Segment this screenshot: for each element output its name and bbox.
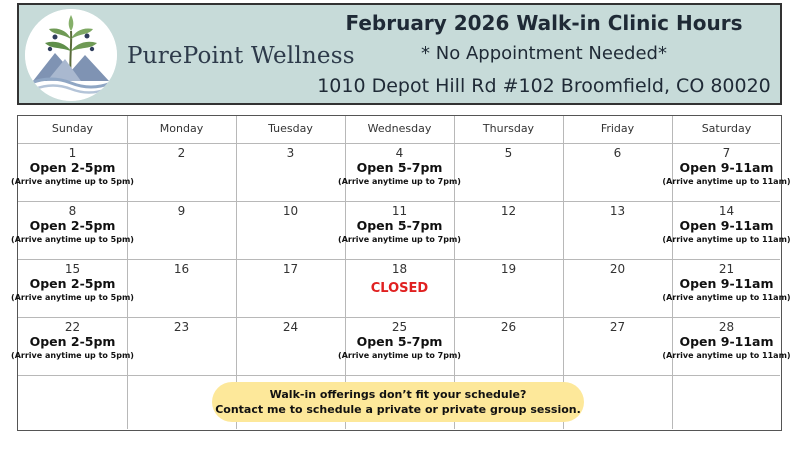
day-number: 25	[391, 320, 408, 334]
day-cell	[127, 144, 236, 202]
brand-name: PurePoint Wellness	[127, 43, 355, 69]
day-name-saturday: Saturday	[701, 122, 752, 135]
open-hours: Open 9-11am	[679, 218, 774, 233]
day-number: 27	[609, 320, 626, 334]
arrival-note: (Arrive anytime up to 5pm)	[11, 177, 134, 186]
day-cell	[338, 202, 461, 260]
day-name-tuesday: Tuesday	[268, 122, 313, 135]
day-cell	[127, 260, 236, 318]
open-hours: Open 2-5pm	[29, 160, 116, 175]
day-cell	[11, 202, 134, 260]
closed-label: CLOSED	[370, 281, 429, 296]
header-panel	[17, 3, 782, 105]
day-number: 26	[500, 320, 517, 334]
day-number: 12	[500, 204, 517, 218]
day-cell	[563, 260, 672, 318]
mountain-leaf-logo-icon	[25, 9, 117, 101]
arrival-note: (Arrive anytime up to 7pm)	[338, 177, 461, 186]
open-hours: Open 2-5pm	[29, 218, 116, 233]
arrival-note: (Arrive anytime up to 11am)	[662, 235, 791, 244]
day-number: 20	[609, 262, 626, 276]
open-hours: Open 5-7pm	[356, 218, 443, 233]
day-cell	[127, 318, 236, 376]
day-cell	[338, 144, 461, 202]
day-cell	[454, 202, 563, 260]
day-cell	[236, 318, 345, 376]
address: 1010 Depot Hill Rd #102 Broomfield, CO 80020	[317, 75, 771, 97]
day-name-monday: Monday	[159, 122, 204, 135]
day-cell	[11, 144, 134, 202]
arrival-note: (Arrive anytime up to 5pm)	[11, 351, 134, 360]
day-cell	[11, 260, 134, 318]
day-cell	[236, 202, 345, 260]
day-cell	[11, 318, 134, 376]
arrival-note: (Arrive anytime up to 7pm)	[338, 235, 461, 244]
page-subtitle: * No Appointment Needed*	[421, 43, 667, 64]
day-number: 18	[391, 262, 408, 276]
day-cell	[236, 144, 345, 202]
day-number: 11	[391, 204, 408, 218]
day-number: 6	[613, 146, 622, 160]
open-hours: Open 2-5pm	[29, 334, 116, 349]
day-number: 9	[177, 204, 186, 218]
day-number: 4	[395, 146, 404, 160]
day-cell	[563, 202, 672, 260]
day-name-friday: Friday	[600, 122, 635, 135]
day-name-sunday: Sunday	[51, 122, 94, 135]
day-name-thursday: Thursday	[482, 122, 535, 135]
arrival-note: (Arrive anytime up to 5pm)	[11, 235, 134, 244]
day-number: 22	[64, 320, 81, 334]
day-cell	[236, 260, 345, 318]
page-title: February 2026 Walk-in Clinic Hours	[345, 11, 743, 35]
open-hours: Open 2-5pm	[29, 276, 116, 291]
day-name-wednesday: Wednesday	[367, 122, 432, 135]
open-hours: Open 5-7pm	[356, 160, 443, 175]
banner-line-2: Contact me to schedule a private or private group session.	[215, 403, 581, 416]
day-cell	[662, 260, 791, 318]
arrival-note: (Arrive anytime up to 11am)	[662, 351, 791, 360]
day-number: 28	[718, 320, 735, 334]
day-number: 23	[173, 320, 190, 334]
logo	[25, 9, 117, 101]
open-hours: Open 9-11am	[679, 276, 774, 291]
open-hours: Open 5-7pm	[356, 334, 443, 349]
arrival-note: (Arrive anytime up to 11am)	[662, 293, 791, 302]
day-number: 2	[177, 146, 186, 160]
day-number: 3	[286, 146, 295, 160]
day-cell	[662, 318, 791, 376]
day-number: 13	[609, 204, 626, 218]
day-cell	[662, 202, 791, 260]
day-number: 19	[500, 262, 517, 276]
arrival-note: (Arrive anytime up to 7pm)	[338, 351, 461, 360]
arrival-note: (Arrive anytime up to 11am)	[662, 177, 791, 186]
day-cell	[563, 144, 672, 202]
open-hours: Open 9-11am	[679, 160, 774, 175]
day-number: 24	[282, 320, 299, 334]
arrival-note: (Arrive anytime up to 5pm)	[11, 293, 134, 302]
day-number: 5	[504, 146, 513, 160]
day-number: 8	[68, 204, 77, 218]
day-number: 15	[64, 262, 81, 276]
day-number: 10	[282, 204, 299, 218]
day-number: 21	[718, 262, 735, 276]
day-cell	[454, 260, 563, 318]
day-cell	[563, 318, 672, 376]
day-cell	[454, 144, 563, 202]
day-cell	[127, 202, 236, 260]
day-number: 17	[282, 262, 299, 276]
day-cell	[345, 260, 454, 318]
schedule-banner	[212, 382, 584, 422]
open-hours: Open 9-11am	[679, 334, 774, 349]
banner-line-1: Walk-in offerings don’t fit your schedule?	[269, 388, 527, 401]
day-number: 14	[718, 204, 735, 218]
day-number: 7	[722, 146, 731, 160]
day-cell	[662, 144, 791, 202]
day-number: 16	[173, 262, 190, 276]
day-cell	[338, 318, 461, 376]
day-cell	[454, 318, 563, 376]
day-number: 1	[68, 146, 77, 160]
